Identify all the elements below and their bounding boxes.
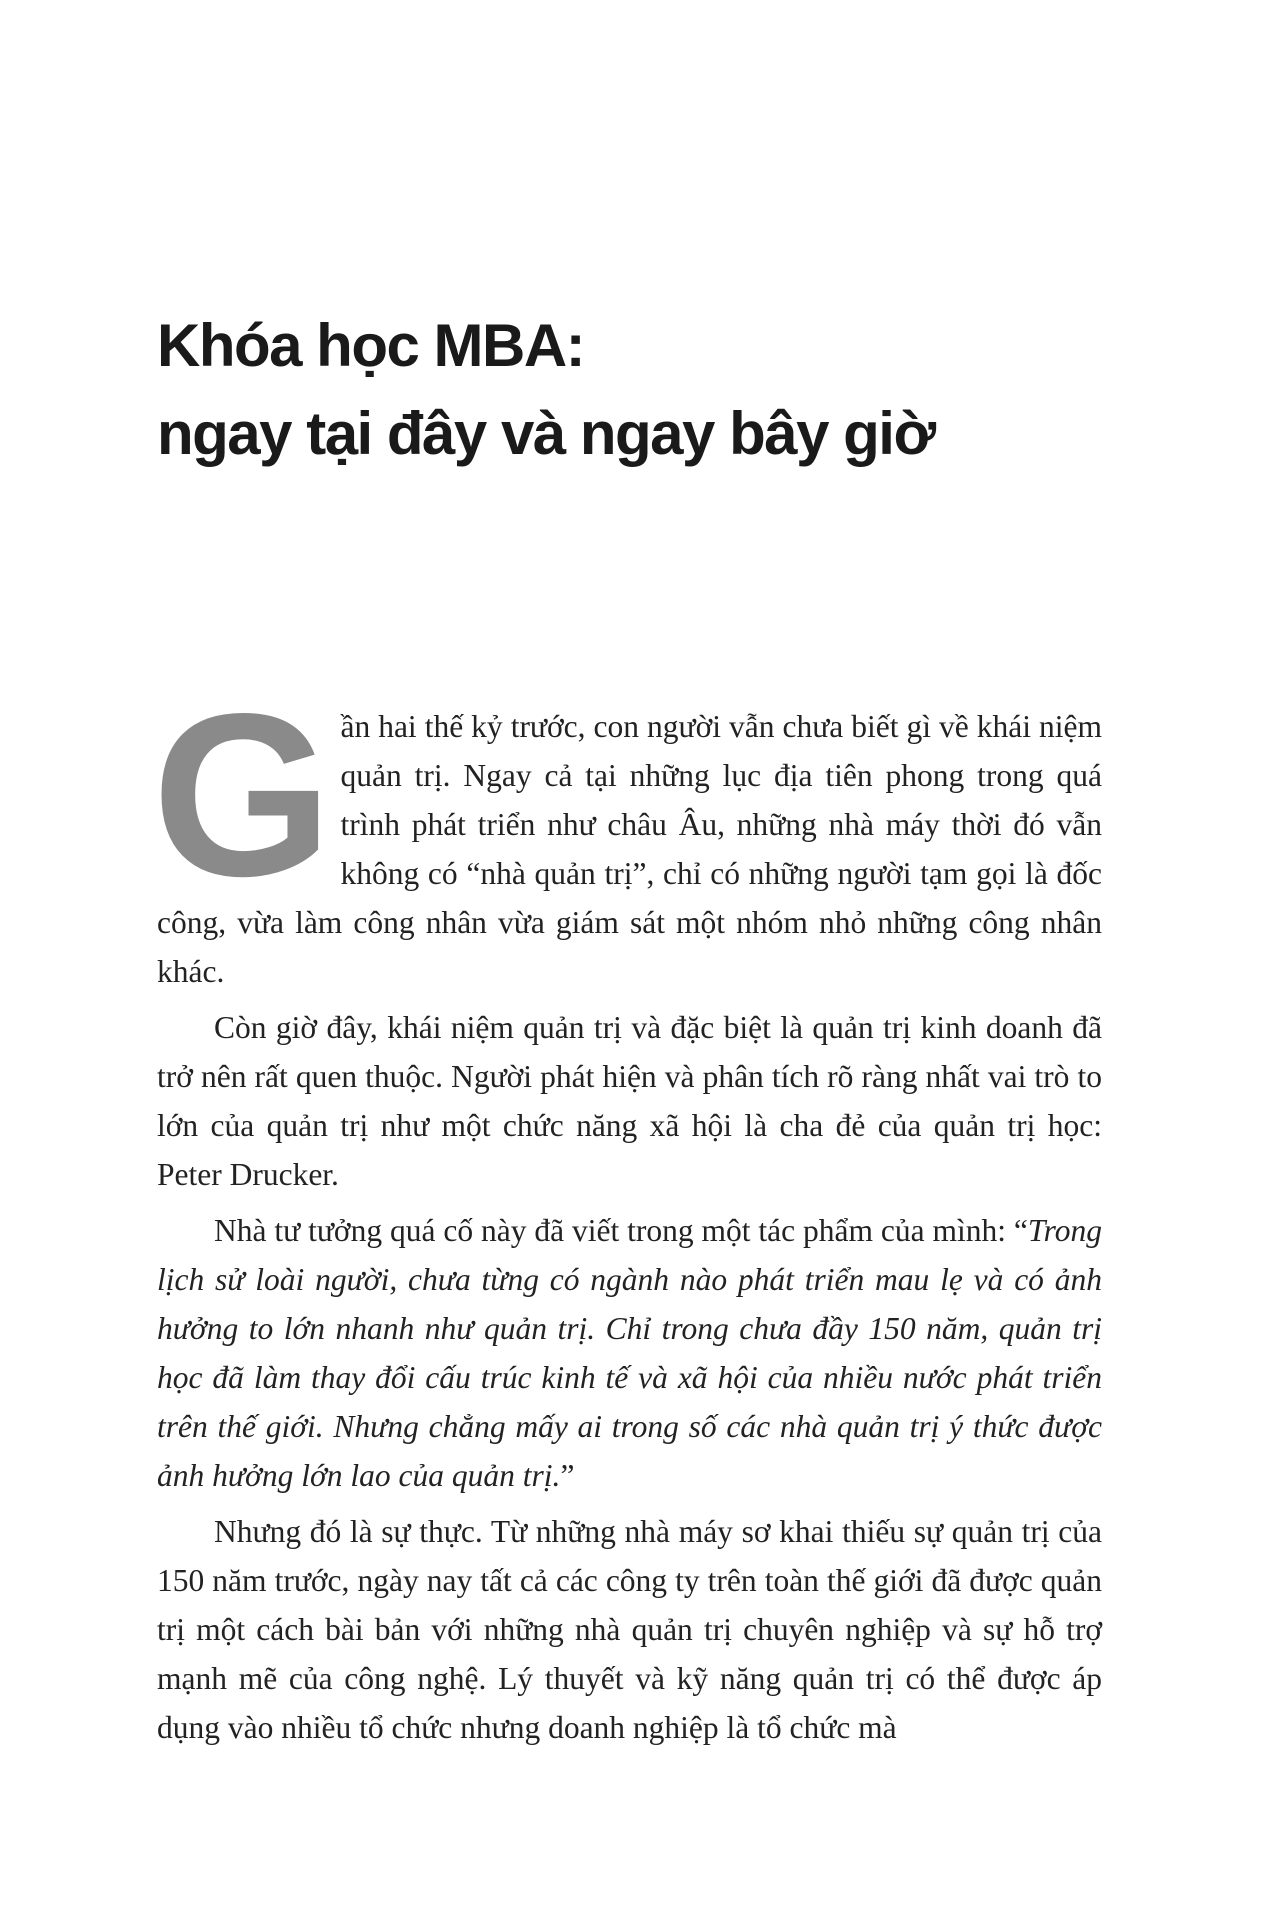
paragraph-3 [157, 1206, 1102, 1500]
paragraph-1-text: ần hai thế kỷ trước, con người vẫn chưa biết gì về khái niệm quản trị. Ngay cả tại những lục địa tiên phong trong quá trình phát triển như châu Âu, những nhà máy thời đó vẫn không có “nhà quản trị”, chỉ có những người tạm gọi là đốc công, vừa làm công nhân vừa giám sát một nhóm nhỏ những công nhân khác. [157, 709, 1102, 989]
paragraph-1 [152, 666, 1102, 996]
paragraph-3-intro: Nhà tư tưởng quá cố này đã viết trong một tác phẩm của mình: “ [214, 1213, 1028, 1248]
chapter-title-line-2: ngay tại đây và ngay bây giờ [157, 400, 935, 467]
paragraph-3-close: ” [560, 1458, 575, 1493]
chapter-title-line-1: Khóa học MBA: [157, 312, 585, 379]
chapter-title [157, 302, 1157, 478]
paragraph-4: Nhưng đó là sự thực. Từ những nhà máy sơ khai thiếu sự quản trị của 150 năm trước, ngày nay tất cả các công ty trên toàn thế giới đã được quản trị một cách bài bản với những nhà quản trị chuyên nghiệp và sự hỗ trợ mạnh mẽ của công nghệ. Lý thuyết và kỹ năng quản trị có thể được áp dụng vào nhiều tổ chức nhưng doanh nghiệp là tổ chức mà [157, 1514, 1102, 1745]
drucker-quote: Trong lịch sử loài người, chưa từng có ngành nào phát triển mau lẹ và có ảnh hưởng to lớn nhanh như quản trị. Chỉ trong chưa đầy 150 năm, quản trị học đã làm thay đổi cấu trúc kinh tế và xã hội của nhiều nước phát triển trên thế giới. Nhưng chẳng mấy ai trong số các nhà quản trị ý thức được ảnh hưởng lớn lao của quản trị. [157, 1213, 1102, 1493]
paragraph-2: Còn giờ đây, khái niệm quản trị và đặc biệt là quản trị kinh doanh đã trở nên rất quen thuộc. Người phát hiện và phân tích rõ ràng nhất vai trò to lớn của quản trị như một chức năng xã hội là cha đẻ của quản trị học: Peter Drucker. [157, 1010, 1102, 1192]
body-text [152, 666, 1102, 1759]
drop-cap: G [152, 666, 329, 925]
